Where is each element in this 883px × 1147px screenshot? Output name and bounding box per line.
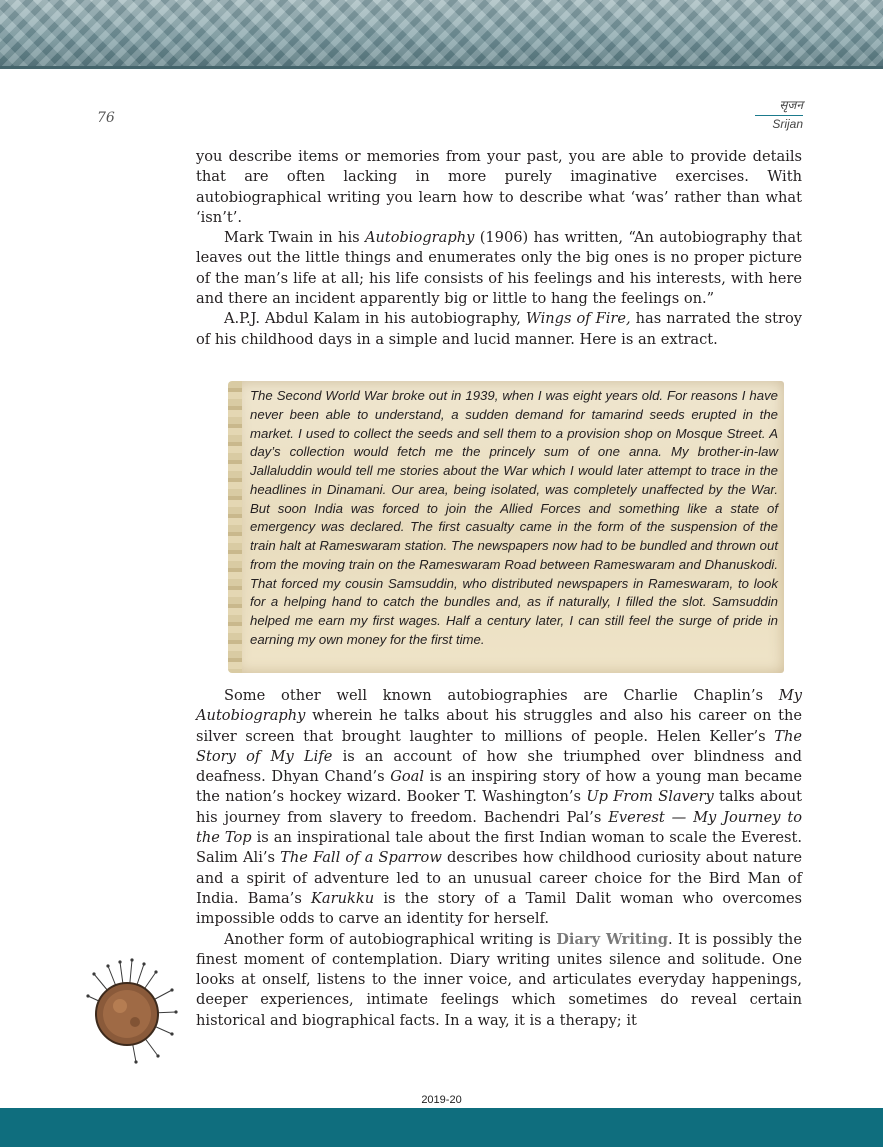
page-number: 76 [97,110,115,126]
text-run: has narrated the stroy of his childhood days in a simple and lucid manner. Here is an extract. [196,310,803,348]
text-run: describes how childhood curiosity about nature and a spirit of adventure led to an unusual career choice for the Bird Man of India. Bama’s [196,849,802,907]
text-run: is an inspirational tale about the first Indian woman to scale the Everest. Salim Ali’s [196,829,802,867]
text-run: (1906) has written, “An autobiography that leaves out the little things and enumerates only the big ones is no proper picture of the man’s life at all; his life consists of his feelings and his interests, with here and there an incident apparently big or little to hang the feelings on.” [196,229,802,308]
paragraph-autobiographies [196,686,802,930]
text-run: A.P.J. Abdul Kalam in his autobiography, [224,310,526,328]
book-title: Everest — My Journey to the Top [196,808,802,847]
body-text-top [196,147,802,350]
sun-compass-icon [80,956,184,1064]
paragraph-continued: you describe items or memories from your past, you are able to provide details that are often lacking in more purely imaginative exercises. With autobiographical writing you learn how to describe what ‘was’ rather than what ‘isn’t’. [196,148,802,226]
running-header [755,96,803,131]
book-title-hindi: सृजन [779,98,803,112]
extract-text: The Second World War broke out in 1939, when I was eight years old. For reasons I have never been able to understand, a sudden demand for tamarind seeds erupted in the market. I used to collect the seeds and sell them to a provision shop on Mosque Street. A day’s collection would fetch me the princely sum of one anna. My brother-in-law Jallaluddin would tell me stories about the War which I would later attempt to trace in the headlines in Dinamani. Our area, being isolated, was completely unaffected by the War. But soon India was forced to join the Allied Forces and something like a state of emergency was declared. The first casualty came in the form of the suspension of the train halt at Rameswaram station. The newspapers now had to be bundled and thrown out from the moving train on the Rameswaram Road between Rameswaram and Dhanuskodi. That forced my cousin Samsuddin, who distributed newspapers in Rameswaram, to look for a helping hand to catch the bundles and, as if naturally, I filled the slot. Samsuddin helped me earn my first wages. Half a century later, I can still feel the surge of pride in earning my own money for the first time. [250,388,778,647]
decorative-top-band [0,0,883,69]
book-title: Karukku [311,889,375,907]
paragraph-mark-twain [196,228,802,309]
book-title: The Fall of a Sparrow [280,849,442,867]
book-title: My Autobiography [196,687,802,725]
book-title: Goal [390,768,425,786]
text-run: Another form of autobiographical writing is [224,930,557,948]
text-run: wherein he talks about his struggles and also his career on the silver screen that brought laughter to millions of people. Helen Keller’s [196,707,802,745]
extract-box [236,381,784,673]
key-term: Diary Writing [556,930,669,948]
body-text-bottom [196,686,802,1031]
text-run: is the story of a Tamil Dalit woman who overcomes impossible odds to carve an identity for herself. [196,889,803,928]
text-run: talks about his journey from slavery to freedom. Bachendri Pal’s [196,788,802,826]
book-title: The Story of My Life [196,727,802,765]
book-title: Srijan [772,117,803,131]
book-title-wings-of-fire: Wings of Fire, [525,310,631,328]
text-run: is an account of how she triumphed over blindness and deafness. Dhyan Chand’s [196,747,802,786]
text-run: Some other well known autobiographies are Charlie Chaplin’s [224,687,779,704]
text-run: . It is possibly the finest moment of contemplation. Diary writing unites silence and solitude. One looks at onself, listens to the inner voice, and articulates everyday happenings, deeper experiences, intimate feelings which sometimes do reveal certain historical and biographical facts. In a way, it is a therapy; it [196,930,802,1029]
paragraph-diary-writing [196,930,802,1031]
text-run: Mark Twain in his [224,229,365,247]
decorative-bottom-band [0,1108,883,1147]
book-title: Up From Slavery [586,788,714,806]
text-run: is an inspiring story of how a young man became the nation’s hockey wizard. Booker T. Washington’s [196,768,802,806]
book-title-autobiography: Autobiography [364,229,475,247]
paragraph-kalam [196,309,802,350]
footer-year: 2019-20 [421,1094,462,1106]
